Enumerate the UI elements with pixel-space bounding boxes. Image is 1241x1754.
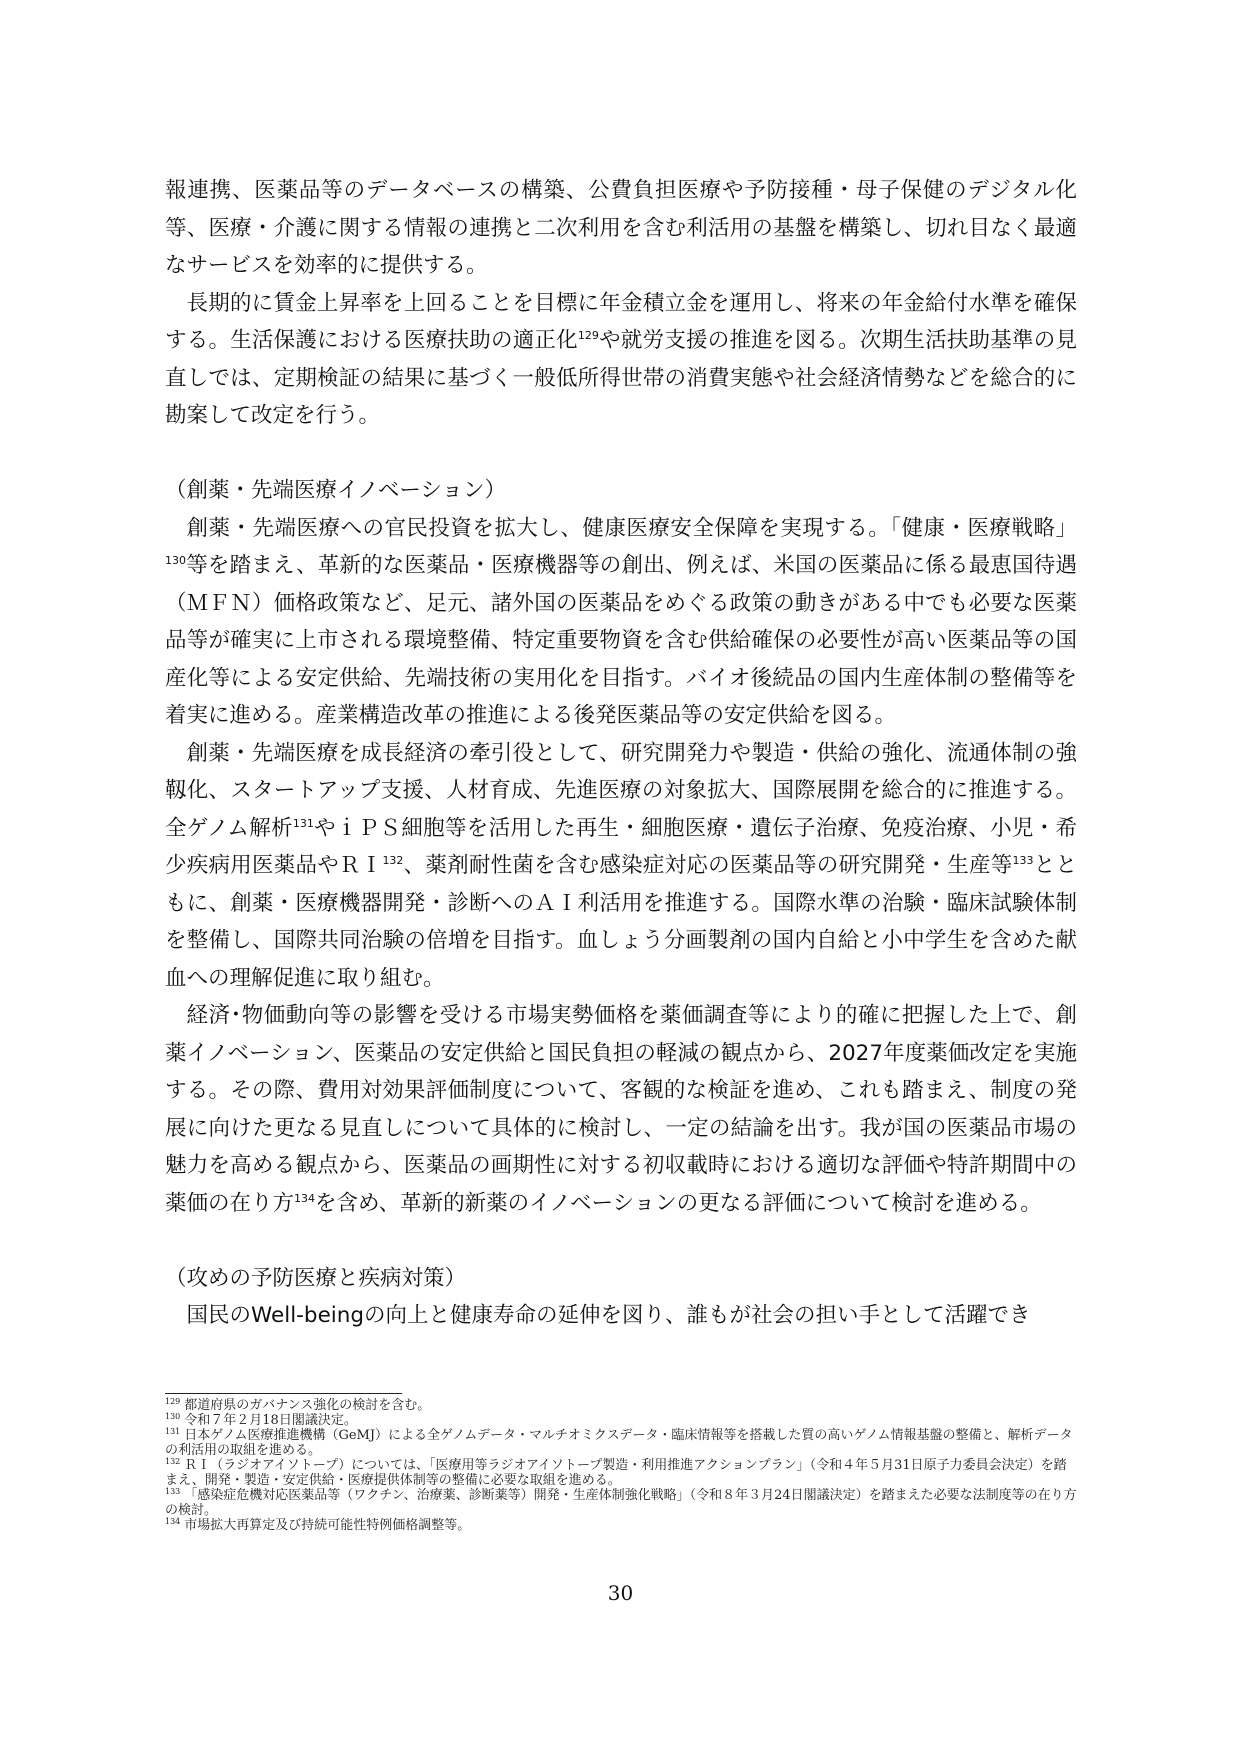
footnote-number: 132 — [165, 1456, 181, 1466]
footnote-ref-132: 132 — [382, 853, 404, 867]
footnote-text: 都道府県のガバナンス強化の検討を含む。 — [184, 1398, 431, 1413]
paragraph-5-text-b: を含め、革新的新薬のイノベーションの更なる評価について検討を進める。 — [315, 1190, 1042, 1216]
footnote-number: 133 — [165, 1486, 181, 1496]
footnote-divider — [165, 1393, 402, 1394]
footnotes — [165, 1398, 1077, 1533]
footnote-text: 令和７年２月18日閣議決定。 — [184, 1413, 357, 1428]
paragraph-4 — [165, 735, 1077, 998]
paragraph-3-text-b: 等を踏まえ、革新的な医薬品・医療機器等の創出、例えば、米国の医薬品に係る最恵国待遇（ＭＦＮ）価格政策など、足元、諸外国の医薬品をめぐる政策の動きがある中でも必要な医薬品等が確実に上市される環境整備、特定重要物資を含む供給確保の必要性が高い医薬品等の国産化等による安定供給、先端技術の実用化を目指す。バイオ後続品の国内生産体制の整備等を着実に進める。産業構造改革の推進による後発医薬品等の安定供給を図る。 — [165, 553, 1077, 728]
footnote-number: 130 — [165, 1411, 181, 1421]
paragraph-4-text-d: とともに、創薬・医療機器開発・診断へのＡＩ利活用を推進する。国際水準の治験・臨床試験体制を整備し、国際共同治験の倍増を目指す。血しょう分画製剤の国内自給と小中学生を含めた献血への理解促進に取り組む。 — [165, 853, 1077, 991]
paragraph-2-text-a: 長期的に賃金上昇率を上回ることを目標に年金積立金を運用し、将来の年金給付水準を確保する。生活保護における医療扶助の適正化 — [165, 290, 1077, 353]
paragraph-3-text-a: 創薬・先端医療への官民投資を拡大し、健康医療安全保障を実現する。「健康・医療戦略」 — [186, 515, 1077, 541]
paragraph-5-text-a: 経済･物価動向等の影響を受ける市場実勢価格を薬価調査等により的確に把握した上で、創薬イノベーション、医薬品の安定供給と国民負担の軽減の観点から、2027年度薬価改定を実施する。その際、費用対効果評価制度について、客観的な検証を進め、これも踏まえ、制度の発展に向けた更なる見直しについて具体的に検討し、一定の結論を出す。我が国の医薬品市場の魅力を高める観点から、医薬品の画期性に対する初収載時における適切な評価や特許期間中の薬価の在り方 — [165, 1003, 1077, 1216]
footnote-130 — [165, 1413, 1077, 1428]
footnote-text: 市場拡大再算定及び持続可能性特例価格調整等。 — [184, 1518, 471, 1533]
paragraph-3 — [165, 510, 1077, 735]
paragraph-4-text-b: やｉＰＳ細胞等を活用した再生・細胞医療・遺伝子治療、免疫治療、小児・希少疾病用医薬品やＲＩ — [165, 815, 1077, 878]
footnote-number: 131 — [165, 1426, 181, 1436]
paragraph-2 — [165, 285, 1077, 435]
footnote-text: 日本ゲノム医療推進機構（GeMJ）による全ゲノムデータ・マルチオミクスデータ・臨床情報等を搭載した質の高いゲノム情報基盤の整備と、解析データの利活用の取組を進める。 — [165, 1428, 1073, 1458]
footnote-133 — [165, 1488, 1077, 1518]
paragraph-6: 国民のWell-beingの向上と健康寿命の延伸を図り、誰もが社会の担い手として活躍でき — [186, 1303, 1031, 1328]
footnote-text: ＲＩ（ラジオアイソトープ）については、「医療用等ラジオアイソトープ製造・利用推進アクションプラン」（令和４年５月31日原子力委員会決定）を踏まえ、開発・製造・安定供給・医療提供体制等の整備に必要な取組を進める。 — [165, 1458, 1067, 1488]
paragraph-1: 報連携、医薬品等のデータベースの構築、公費負担医療や予防接種・母子保健のデジタル化等、医療・介護に関する情報の連携と二次利用を含む利活用の基盤を構築し、切れ目なく最適なサービスを効率的に提供する。 — [165, 178, 1077, 278]
footnote-ref-130: 130 — [165, 553, 186, 567]
footnote-134 — [165, 1518, 1077, 1533]
footnote-132 — [165, 1458, 1077, 1488]
footnote-ref-129: 129 — [577, 328, 599, 342]
paragraph-4-text-a: 創薬・先端医療を成長経済の牽引役として、研究開発力や製造・供給の強化、流通体制の強靱化、スタートアップ支援、人材育成、先進医療の対象拡大、国際展開を総合的に推進する。全ゲノム解析 — [165, 740, 1077, 841]
section-heading-drug-discovery: （創薬・先端医療イノベーション） — [165, 478, 506, 503]
section-gap — [165, 1222, 1077, 1260]
section-heading-preventive-care: （攻めの予防医療と疾病対策） — [165, 1265, 467, 1291]
footnote-129 — [165, 1398, 1077, 1413]
footnote-ref-133: 133 — [1012, 853, 1034, 867]
body-text — [165, 172, 1077, 1335]
section-gap — [165, 435, 1077, 473]
paragraph-4-text-c: 、薬剤耐性菌を含む感染症対応の医薬品等の研究開発・生産等 — [403, 853, 1013, 878]
footnote-number: 134 — [165, 1516, 181, 1526]
paragraph-5 — [165, 997, 1077, 1222]
footnote-ref-131: 131 — [292, 816, 314, 830]
footnote-text: 「感染症危機対応医薬品等（ワクチン、治療薬、診断薬等）開発・生産体制強化戦略」（令和８年３月24日閣議決定）を踏まえた必要な法制度等の在り方の検討。 — [165, 1488, 1077, 1518]
page-number: 30 — [607, 1581, 634, 1605]
footnote-number: 129 — [165, 1396, 181, 1406]
footnote-131 — [165, 1428, 1077, 1458]
footnote-ref-134: 134 — [294, 1191, 316, 1205]
paragraph-2-text-b: や就労支援の推進を図る。次期生活扶助基準の見直しでは、定期検証の結果に基づく一般低所得世帯の消費実態や社会経済情勢などを総合的に勘案して改定を行う。 — [165, 328, 1077, 428]
